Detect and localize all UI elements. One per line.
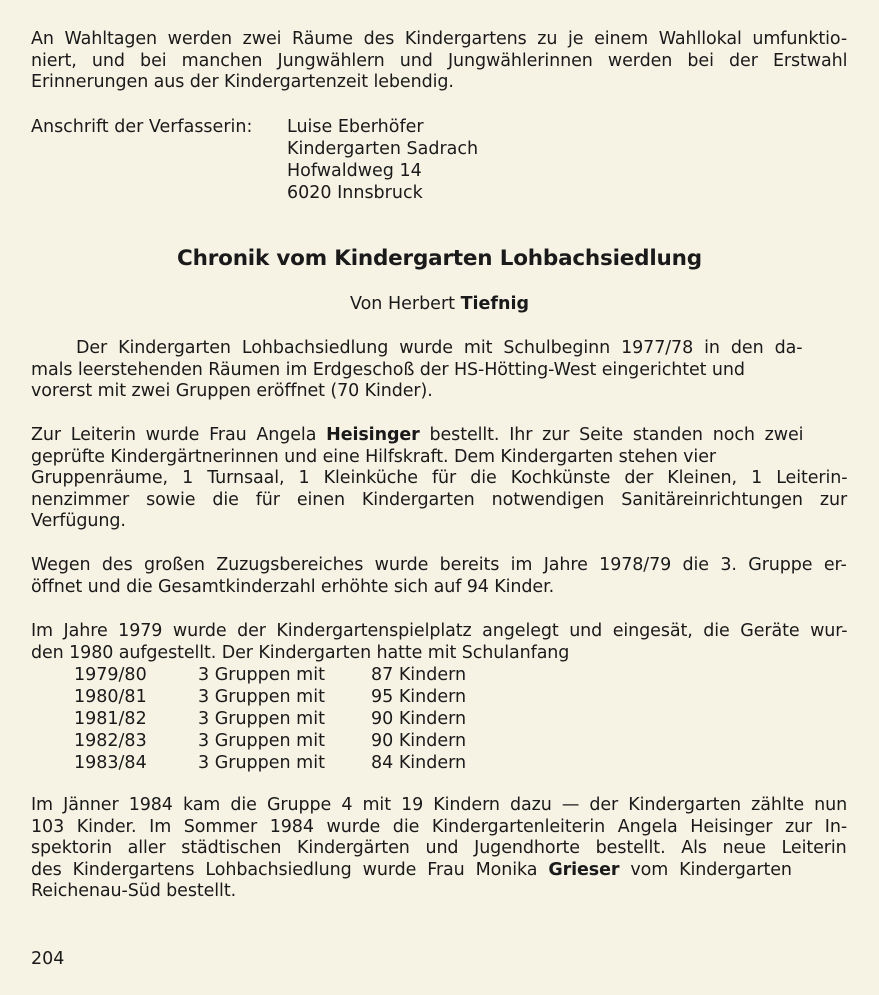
author-address (287, 116, 478, 204)
article-byline (0, 294, 879, 314)
year-cell: 1980/81 (74, 687, 147, 707)
text-line: Reichenau-Süd bestellt. (31, 881, 237, 902)
text-fragment: vom Kindergarten (630, 859, 792, 880)
children-cell: 95 Kindern (371, 687, 467, 707)
text-line: Im Jänner 1984 kam die Gruppe 4 mit 19 Kindern dazu — der Kindergarten zählte nun (31, 795, 848, 815)
byline-prefix: Von Herbert (349, 294, 456, 314)
table-row (74, 752, 466, 774)
text-line: mals leerstehenden Räumen im Erdgeschoß der HS-Hötting-West eingerichtet und (31, 359, 745, 380)
table-row (74, 730, 466, 752)
groups-cell: 3 Gruppen mit (198, 709, 325, 729)
children-cell: 84 Kindern (371, 753, 467, 773)
paragraph-growth (31, 555, 847, 598)
text-line (31, 860, 847, 882)
text-line: An Wahltagen werden zwei Räume des Kindergartens zu je einem Wahllokal umfunktio- (31, 29, 848, 49)
year-cell: 1981/82 (74, 709, 147, 729)
text-fragment: des Kindergartens Lohbachsiedlung wurde Frau Monika (31, 859, 538, 880)
table-row (74, 664, 466, 686)
page-number: 204 (31, 949, 65, 969)
address-line: Hofwaldweg 14 (287, 161, 422, 181)
text-line: Erinnerungen aus der Kindergartenzeit lebendig. (31, 72, 454, 93)
paragraph-playground (31, 621, 847, 664)
children-cell: 90 Kindern (371, 731, 467, 751)
text-fragment: Zur Leiterin wurde Frau Angela (31, 425, 317, 445)
paragraph-1984 (31, 795, 847, 903)
article-title: Chronik vom Kindergarten Lohbachsiedlung (177, 246, 702, 271)
text-line: Gruppenräume, 1 Turnsaal, 1 Kleinküche für die Kochkünste der Kleinen, 1 Leiterin- (31, 468, 848, 489)
text-line: niert, und bei manchen Jungwählern und Jungwählerinnen werden bei der Erstwahl (31, 50, 848, 71)
text-line: vorerst mit zwei Gruppen eröffnet (70 Kinder). (31, 381, 433, 402)
text-line: nenzimmer sowie die für einen Kindergarten notwendigen Sanitäreinrichtungen zur (31, 489, 848, 510)
paragraph-founding (31, 338, 847, 403)
person-name: Heisinger (326, 425, 420, 445)
table-row (74, 686, 466, 708)
enrollment-table (74, 664, 466, 774)
text-line: Der Kindergarten Lohbachsiedlung wurde mit Schulbeginn 1977/78 in den da- (76, 338, 803, 358)
enrollment-table-body (74, 664, 466, 774)
intro-paragraph (31, 29, 847, 94)
text-line: Verfügung. (31, 511, 126, 532)
address-line: Kindergarten Sadrach (287, 139, 479, 159)
address-line: Luise Eberhöfer (287, 117, 424, 137)
text-line: geprüfte Kindergärtnerinnen und eine Hilfskraft. Dem Kindergarten stehen vier (31, 446, 716, 467)
groups-cell: 3 Gruppen mit (198, 731, 325, 751)
text-line: Wegen des großen Zuzugsbereiches wurde bereits im Jahre 1978/79 die 3. Gruppe er- (31, 555, 847, 575)
year-cell: 1983/84 (74, 753, 147, 773)
address-line: 6020 Innsbruck (287, 183, 423, 203)
year-cell: 1982/83 (74, 731, 147, 751)
groups-cell: 3 Gruppen mit (198, 687, 325, 707)
groups-cell: 3 Gruppen mit (198, 665, 325, 685)
text-line: spektorin aller städtischen Kindergärten und Jugendhorte bestellt. Als neue Leiterin (31, 838, 847, 859)
text-line (31, 425, 847, 447)
year-cell: 1979/80 (74, 665, 147, 685)
byline-author: Tiefnig (460, 294, 529, 314)
paragraph-leadership (31, 425, 847, 533)
text-line: öffnet und die Gesamtkinderzahl erhöhte sich auf 94 Kinder. (31, 576, 555, 597)
children-cell: 87 Kindern (371, 665, 467, 685)
address-label: Anschrift der Verfasserin: (31, 117, 253, 137)
groups-cell: 3 Gruppen mit (198, 753, 325, 773)
children-cell: 90 Kindern (371, 709, 467, 729)
text-line: den 1980 aufgestellt. Der Kindergarten hatte mit Schulanfang (31, 642, 570, 663)
text-line: Im Jahre 1979 wurde der Kindergartenspielplatz angelegt und eingesät, die Geräte wur- (31, 621, 848, 641)
table-row (74, 708, 466, 730)
person-name: Grieser (548, 859, 620, 880)
text-fragment: bestellt. Ihr zur Seite standen noch zwei (429, 425, 804, 445)
text-line: 103 Kinder. Im Sommer 1984 wurde die Kindergartenleiterin Angela Heisinger zur In- (31, 816, 848, 837)
